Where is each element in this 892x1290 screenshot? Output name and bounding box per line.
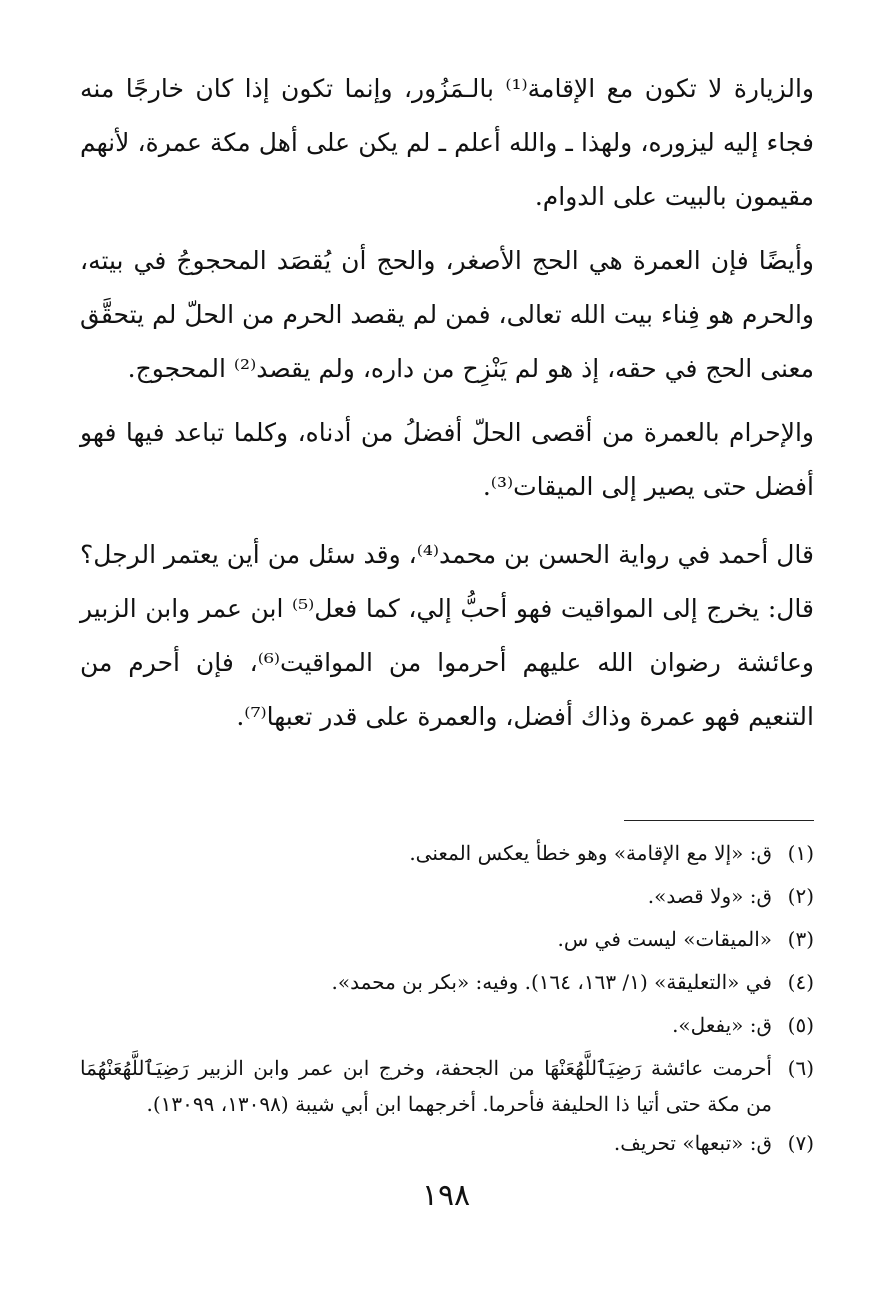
footnote-item [80, 1004, 814, 1047]
main-text [80, 62, 814, 744]
footnote-text: ق: «إلا مع الإقامة» وهو خطأ يعكس المعنى. [409, 841, 772, 865]
footnote-item [80, 1047, 814, 1122]
footnote-number: (٤) [787, 970, 814, 994]
footnote-number: (٥) [787, 1013, 814, 1037]
paragraph-3: والإحرام بالعمرة من أقصى الحلّ أفضلُ من أدناه، وكلما تباعد فيها فهو أفضل حتى يصير إلى الميقات⁽³⁾. [80, 418, 814, 501]
footnote-number: (٢) [787, 884, 814, 908]
paragraph-4: قال أحمد في رواية الحسن بن محمد⁽⁴⁾، وقد سئل من أين يعتمر الرجل؟ قال: يخرج إلى المواقيت فهو أحبُّ إلي، كما فعل⁽⁵⁾ ابن عمر وابن الزبير وعائشة رضوان الله عليهم أحرموا من المواقيت⁽⁶⁾، فإن أحرم من التنعيم فهو عمرة وذاك أفضل، والعمرة على قدر تعبها⁽⁷⁾. [80, 540, 814, 731]
footnote-item [80, 961, 814, 1004]
footnote-item [80, 875, 814, 918]
footnote-text: ق: «يفعل». [672, 1013, 772, 1037]
footnote-item [80, 918, 814, 961]
footnote-number: (١) [787, 841, 814, 865]
footnote-item [80, 832, 814, 875]
footnote-text: ق: «ولا قصد». [647, 884, 772, 908]
footnote-number: (٦) [787, 1056, 814, 1080]
paragraph-1: والزيارة لا تكون مع الإقامة⁽¹⁾ بالـمَزُور، وإنما تكون إذا كان خارجًا منه فجاء إليه ليزوره، ولهذا ـ والله أعلم ـ لم يكن على أهل مكة عمرة، لأنهم مقيمون بالبيت على الدوام. [80, 74, 814, 211]
footnote-number: (٧) [787, 1131, 814, 1155]
footnote-separator [624, 820, 814, 821]
paragraph-2: وأيضًا فإن العمرة هي الحج الأصغر، والحج أن يُقصَد المحجوجُ في بيته، والحرم هو فِناء بيت الله تعالى، فمن لم يقصد الحرم من الحلّ لم يتحقَّق معنى الحج في حقه، إذ هو لم يَنْزِح من داره، ولم يقصد⁽²⁾ المحجوج. [80, 246, 814, 383]
footnote-text: «الميقات» ليست في س. [557, 927, 772, 951]
footnotes [80, 832, 814, 1165]
footnote-item [80, 1122, 814, 1165]
footnote-text: في «التعليقة» (١/ ١٦٣، ١٦٤). وفيه: «بكر بن محمد». [331, 970, 772, 994]
footnote-text: أحرمت عائشة رَضِيَٱللَّهُعَنْهَا من الجحفة، وخرج ابن عمر وابن الزبير رَضِيَٱللَّهُعَنْهُمَا من مكة حتى أتيا ذا الحليفة فأحرما. أخرجهما ابن أبي شيبة (١٣٠٩٨، ١٣٠٩٩). [80, 1056, 772, 1116]
page-number: ١٩٨ [421, 1178, 471, 1213]
footnote-text: ق: «تبعها» تحريف. [613, 1131, 772, 1155]
footnote-number: (٣) [787, 927, 814, 951]
